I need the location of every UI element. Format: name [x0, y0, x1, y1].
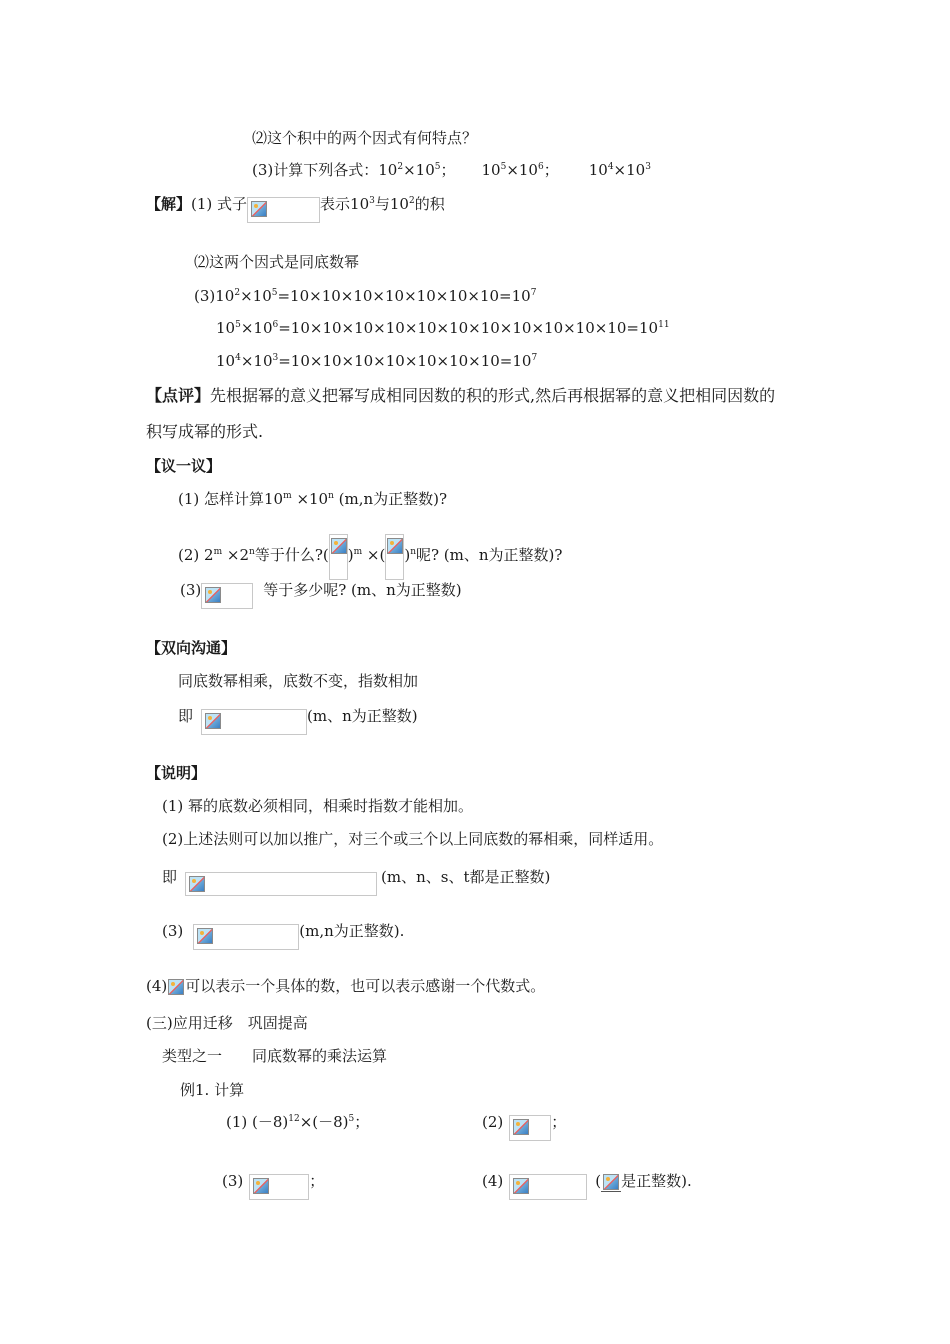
comment-tag: 【点评】 [146, 386, 211, 405]
image-placeholder-icon [253, 1178, 269, 1194]
formula-image [385, 534, 404, 580]
solution-tag: 【解】 [146, 195, 192, 213]
image-placeholder-icon [513, 1119, 529, 1135]
formula-image [167, 977, 185, 997]
formula-image [193, 924, 299, 950]
example-2: (2) ； [482, 1112, 566, 1141]
two-way-rule: 同底数幂相乘，底数不变，指数相加 [178, 672, 419, 690]
image-placeholder-icon [513, 1178, 529, 1194]
comment-line-1: 【点评】先根据幂的意义把幂写成相同因数的积的形式,然后再根据幂的意义把相同因数的 [146, 386, 776, 405]
solution-2: ⑵这两个因式是同底数幂 [194, 253, 360, 271]
solution-1: 【解】(1) 式子 表示$10^3$与$10^2$的积 [146, 194, 445, 223]
note-4: (4) 可以表示一个具体的数，也可以表示感谢一个代数式。 [146, 977, 546, 995]
image-placeholder-icon [387, 538, 403, 554]
question-3: (3)计算下列各式：$10^2\times 10^5$； $10^5\times 10^6$； $10^4\times 10^3$ [252, 161, 651, 179]
note-2: (2)上述法则可以加以推广，对三个或三个以上同底数的幂相乘，同样适用。 [162, 830, 664, 848]
formula-image [509, 1115, 551, 1141]
example-title: 例1. 计算 [180, 1081, 245, 1099]
discuss-item-3: (3) 等于多少呢? (m、n为正整数) [180, 580, 462, 609]
image-placeholder-icon [197, 928, 213, 944]
section-title: (三)应用迁移 巩固提高 [146, 1014, 308, 1032]
discuss-item-1: (1) 怎样计算$10^m \times 10^n$ (m,n为正整数)? [178, 490, 448, 508]
comment-line-2: 积写成幂的形式. [146, 422, 264, 441]
image-placeholder-icon [251, 201, 267, 217]
image-placeholder-icon [603, 1174, 619, 1190]
discuss-item-2: (2) $2^m \times 2^n$等于什么?( )$^m$ ×( )$^n$呢? (m、n为正整数)? [178, 534, 562, 580]
formula-image [201, 583, 253, 609]
formula-image [509, 1174, 587, 1200]
image-placeholder-icon [205, 587, 221, 603]
note-1: (1) 幂的底数必须相同，相乘时指数才能相加。 [162, 797, 474, 815]
example-1: (1) $(-8)^{12}\times(-8)^5$； [226, 1113, 370, 1131]
image-placeholder-icon [168, 979, 184, 995]
solution-4: $10^5\times 10^6=10\times 10\times 10\times 10\times 10\times 10\times 10\times 10\times 10\times 10\times 10=10^{11}$ [216, 319, 670, 337]
example-3: (3) ； [222, 1171, 324, 1200]
discuss-heading: 【议一议】 [146, 457, 222, 475]
type-title: 类型之一 同底数幂的乘法运算 [162, 1047, 388, 1065]
formula-image [601, 1172, 621, 1192]
notes-heading: 【说明】 [146, 764, 207, 782]
solution-5: $10^4\times 10^3=10\times 10\times 10\times 10\times 10\times 10\times 10=10^7$ [216, 352, 538, 370]
solution-3: $(3)10^2\times 10^5=10\times 10\times 10\times 10\times 10\times 10\times 10=10^7$ [194, 287, 537, 305]
example-4: (4) ( 是正整数). [482, 1171, 692, 1200]
formula-image [247, 197, 320, 223]
question-2: ⑵这个积中的两个因式有何特点？ [252, 129, 478, 147]
two-way-heading: 【双向沟通】 [146, 639, 237, 657]
formula-image [329, 534, 348, 580]
formula-image [201, 709, 307, 735]
image-placeholder-icon [205, 713, 221, 729]
two-way-formula: 即 (m、n为正整数) [178, 706, 418, 735]
note-3: (3) (m,n为正整数). [162, 921, 404, 950]
image-placeholder-icon [189, 876, 205, 892]
note-2-formula: 即 (m、n、s、t都是正整数) [162, 867, 550, 896]
formula-image [185, 872, 377, 896]
image-placeholder-icon [331, 538, 347, 554]
formula-image [249, 1174, 309, 1200]
